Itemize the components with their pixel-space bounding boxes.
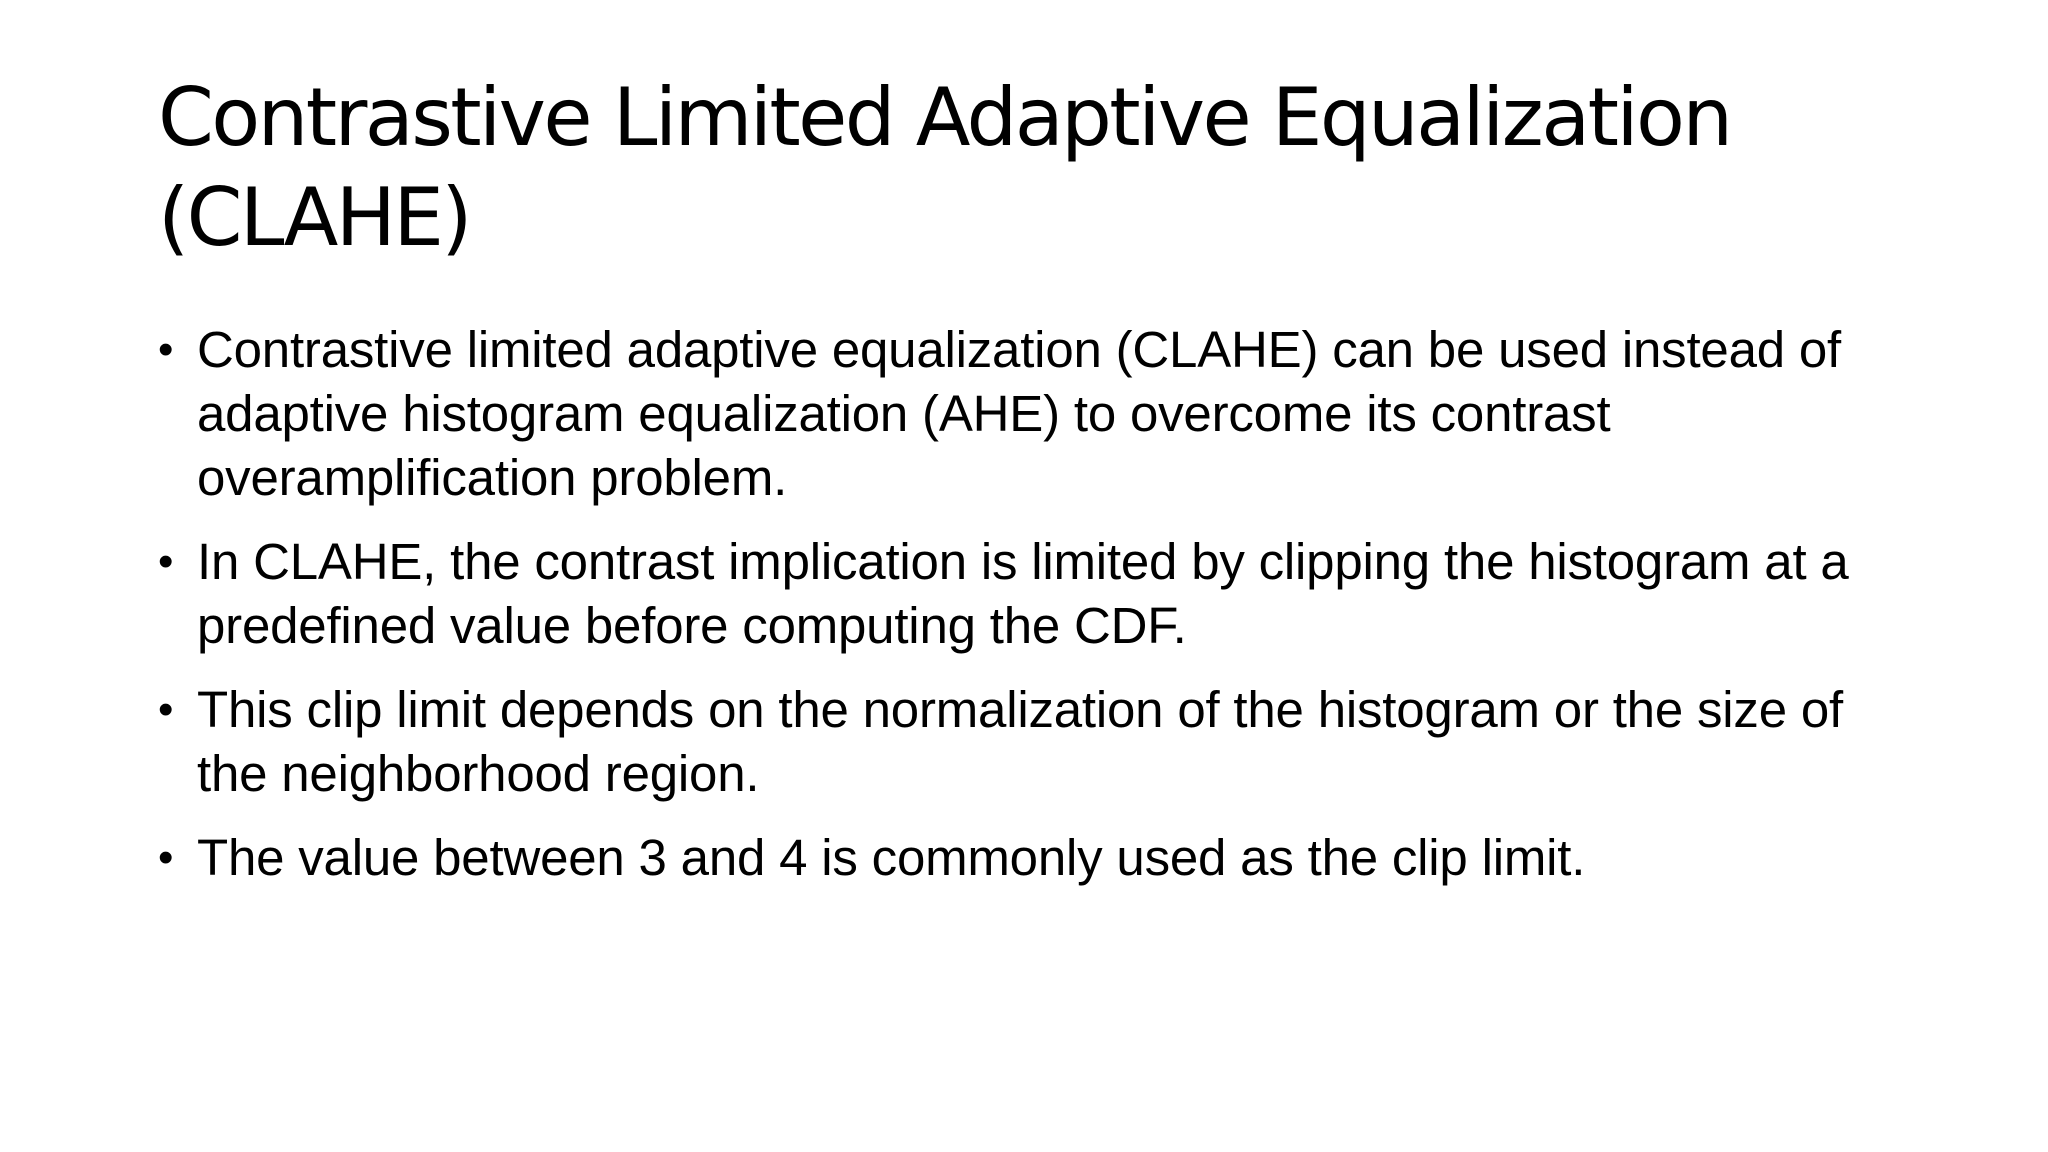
bullet-list	[158, 318, 1918, 910]
bullet-icon: •	[158, 325, 174, 374]
bullet-text: In CLAHE, the contrast implication is limited by clipping the histogram at a predefined value before computing the CDF.	[197, 533, 1849, 654]
slide-title: Contrastive Limited Adaptive Equalization (CLAHE)	[158, 71, 1731, 264]
bullet-item	[158, 530, 1918, 658]
bullet-item	[158, 678, 1918, 806]
bullet-icon: •	[158, 833, 174, 882]
bullet-text: Contrastive limited adaptive equalization (CLAHE) can be used instead of adaptive histogram equalization (AHE) to overcome its contrast overamplification problem.	[197, 321, 1842, 506]
bullet-item	[158, 318, 1918, 510]
bullet-text: This clip limit depends on the normalization of the histogram or the size of the neighborhood region.	[197, 681, 1843, 802]
bullet-icon: •	[158, 537, 174, 586]
bullet-text: The value between 3 and 4 is commonly used as the clip limit.	[197, 829, 1586, 886]
bullet-item	[158, 826, 1918, 890]
bullet-icon: •	[158, 685, 174, 734]
